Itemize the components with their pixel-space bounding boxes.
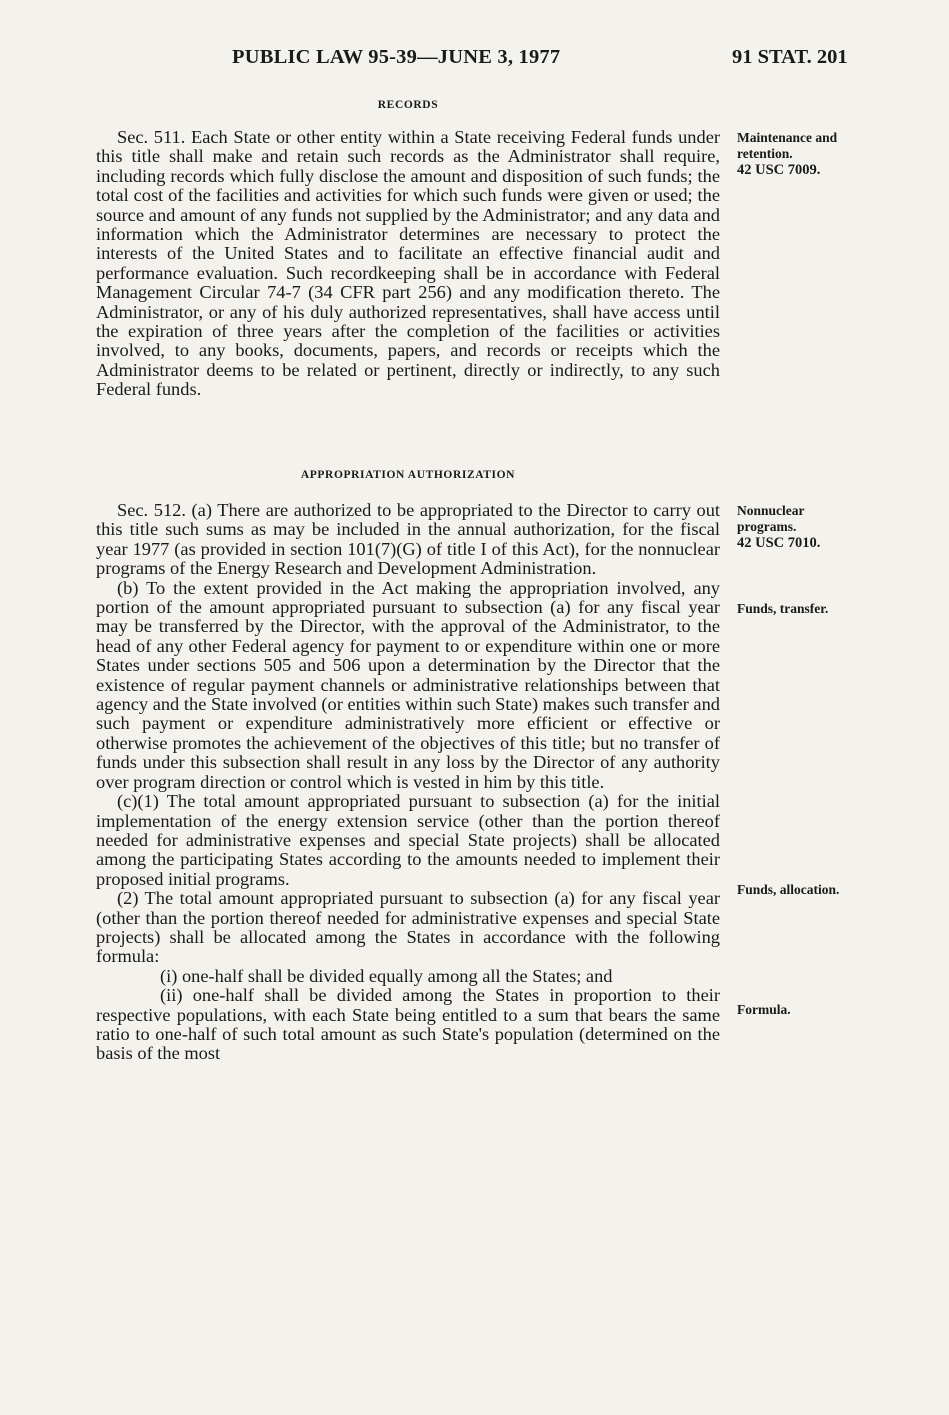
paragraph: (2) The total amount appropriated pursuant to subsection (a) for any fiscal year (other than the portion thereof needed for administrative expenses and special State projects) shall be allocated among the States in accordance with the following formula: bbox=[96, 888, 720, 967]
page-number: 91 STAT. 201 bbox=[732, 46, 848, 68]
section-heading-records: RECORDS bbox=[377, 99, 439, 111]
margin-note-line: programs. bbox=[737, 519, 797, 534]
section-511-text bbox=[96, 128, 720, 400]
paragraph: Sec. 512. (a) There are authorized to be appropriated to the Director to carry out this title such sums as may be included in the annual authorization, for the fiscal year 1977 (as provided in section 101(7)(G) of title I of this Act), for the nonnuclear programs of the Energy Research and Development Administration. bbox=[96, 500, 720, 579]
margin-note-ref: 42 USC 7009. bbox=[737, 162, 821, 178]
section-heading-appropriation: APPROPRIATION AUTHORIZATION bbox=[300, 469, 516, 481]
list-item: (ii) one-half shall be divided among the States in proportion to their respective populations, with each State being entitled to a sum that bears the same ratio to one-half of such total amount as such State's population (determined on the basis of the most bbox=[96, 985, 720, 1064]
margin-note-funds-transfer bbox=[737, 601, 927, 617]
margin-note-line: Funds, transfer. bbox=[737, 601, 829, 616]
list-item: (i) one-half shall be divided equally among all the States; and bbox=[160, 965, 613, 986]
margin-note-ref: 42 USC 7010. bbox=[737, 535, 821, 551]
paragraph: (b) To the extent provided in the Act making the appropriation involved, any portion of the amount appropriated pursuant to subsection (a) for any fiscal year may be transferred by the Director, with the approval of the Administrator, to the head of any other Federal agency for payment to or expenditure within one or more States under sections 505 and 506 upon a determination by the Director that the existence of regular payment channels or administrative relationships between that agency and the State involved (or entities within such State) makes such transfer and such payment or expenditure administratively more efficient or effective or otherwise promotes the achievement of the objectives of this title; but no transfer of funds under this subsection shall result in any loss by the Director of any authority over program direction or control which is vested in him by this title. bbox=[96, 577, 720, 792]
paragraph: Sec. 511. Each State or other entity within a State receiving Federal funds under this title shall make and retain such records as the Administrator shall require, including records which fully disclose the amount and disposition of such funds; the total cost of the facilities and activities for which such funds were given or used; the source and amount of any funds not supplied by the Administrator; and any data and information which the Administrator determines are necessary to protect the interests of the United States and to facilitate an effective financial audit and performance evaluation. Such recordkeeping shall be in accordance with Federal Management Circular 74-7 (34 CFR part 256) and any modification thereto. The Administrator, or any of his duly authorized representatives, shall have access until the expiration of three years after the completion of the facilities or activities involved, to any books, documents, papers, and records or receipts which the Administrator deems to be related or pertinent, directly or indirectly, to any such Federal funds. bbox=[96, 127, 720, 400]
paragraph: (c)(1) The total amount appropriated pursuant to subsection (a) for the initial implementation of the energy extension service (other than the portion thereof needed for administrative expenses and special State projects) shall be allocated among the participating States according to the amounts needed to implement their proposed initial programs. bbox=[96, 791, 720, 889]
margin-note-line: Maintenance and bbox=[737, 130, 838, 145]
margin-note-line: Funds, allocation. bbox=[737, 882, 840, 897]
margin-note-formula bbox=[737, 1002, 927, 1018]
margin-note-line: Formula. bbox=[737, 1002, 791, 1017]
section-512-text bbox=[96, 501, 720, 1064]
margin-note-line: retention. bbox=[737, 146, 793, 161]
margin-note-line: Nonnuclear bbox=[737, 503, 805, 518]
page-header bbox=[0, 38, 949, 78]
margin-note-maintenance bbox=[737, 130, 927, 178]
margin-note-funds-allocation bbox=[737, 882, 927, 898]
running-head-title: PUBLIC LAW 95-39—JUNE 3, 1977 bbox=[232, 46, 561, 68]
margin-note-nonnuclear bbox=[737, 503, 927, 551]
